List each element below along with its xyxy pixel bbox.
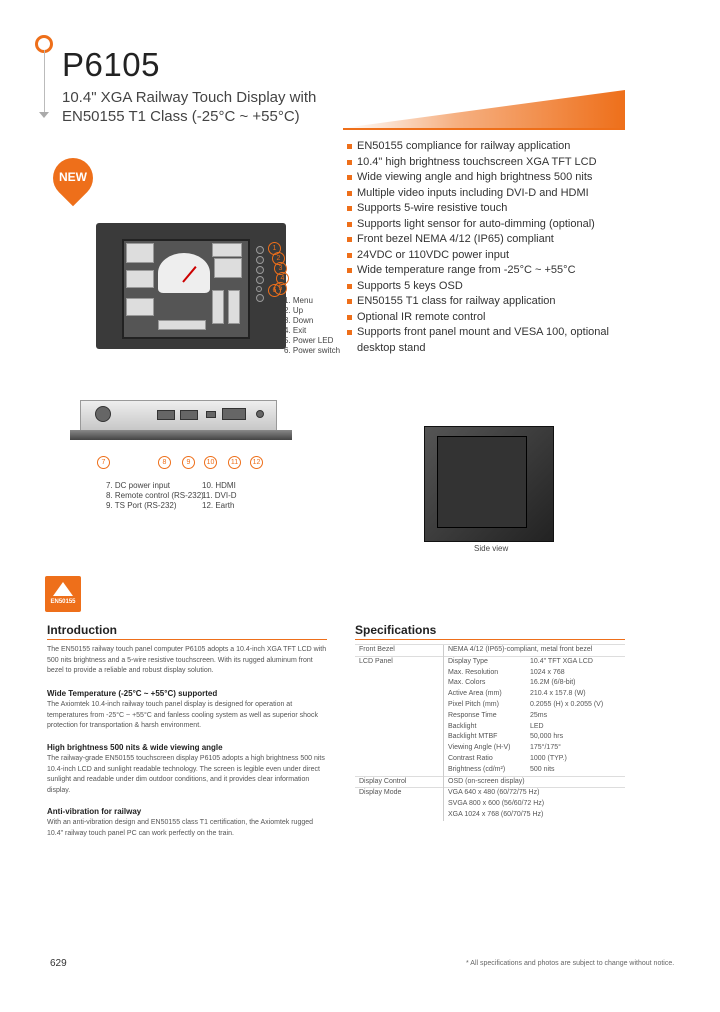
power-led-icon [256,286,262,292]
legend-item: 4. Exit [284,326,307,335]
spec-group: LCD Panel [355,656,444,667]
feature-item: Supports 5 keys OSD [347,279,609,295]
intro-heading: High brightness 500 nits & wide viewing angle [47,743,223,752]
spec-value: 25ms [530,711,548,719]
screen-widget [212,243,242,257]
front-legend [284,296,340,356]
spec-table [355,644,625,821]
screen-widget [158,320,206,330]
device-side-screen [437,436,527,528]
header-accent [343,90,625,128]
legend-item: 6. Power switch [284,346,341,355]
spec-row [355,743,625,754]
callout-5: 5 [274,282,287,295]
side-view-caption: Side view [474,544,509,553]
dvi-port-icon [222,408,246,420]
page-subtitle [62,88,316,126]
spec-value: 16.2M (6/8-bit) [530,679,576,687]
legend-item: 2. Up [284,306,304,315]
callout-7: 7 [97,456,110,469]
spec-value: 175°/175° [530,744,561,752]
spec-key: Contrast Ratio [444,754,527,765]
spec-group: Front Bezel [355,645,444,657]
callout-10: 10 [204,456,217,469]
spec-value: 50,000 hrs [530,733,564,741]
spec-value: 0.2055 (H) x 0.2055 (V) [530,700,604,708]
legend-item: 10. HDMI [202,481,236,490]
spec-row [355,678,625,689]
intro-paragraph: With an anti-vibration design and EN50155 class T1 certification, the Axiomtek rugged 10.4" railway touch panel PC can work perfectly on the train. [47,819,314,837]
exit-key-icon [256,276,264,284]
feature-item: Multiple video inputs including DVI-D and HDMI [347,186,609,202]
spec-group [355,732,444,743]
spec-group [355,711,444,722]
legend-item: 3. Down [284,316,314,325]
feature-item: Wide temperature range from -25°C ~ +55°C [347,263,609,279]
hdmi-port-icon [206,411,216,418]
spec-row [355,754,625,765]
subtitle-line-1: 10.4" XGA Railway Touch Display with [62,89,317,106]
spec-group [355,754,444,765]
intro-heading: Anti-vibration for railway [47,807,142,816]
spec-group: Display Mode [355,788,444,799]
spec-key: Pixel Pitch (mm) [444,700,527,711]
spec-group [355,799,444,810]
spec-key: Response Time [444,711,527,722]
callout-12: 12 [250,456,263,469]
spec-group: Display Control [355,776,444,788]
legend-item: 1. Menu [284,296,313,305]
screen-widget [214,258,242,278]
spec-row [355,810,625,821]
intro-rule [47,639,327,640]
spec-group [355,743,444,754]
spec-row [355,656,625,667]
feature-item: Supports light sensor for auto-dimming (optional) [347,217,609,233]
intro-heading: Wide Temperature (-25°C ~ +55°C) supported [47,689,218,698]
screen-widget [126,298,154,316]
feature-item: 24VDC or 110VDC power input [347,248,609,264]
up-key-icon [256,256,264,264]
spec-value: 1024 x 768 [530,668,565,676]
device-rear-base [70,430,292,440]
feature-item: Optional IR remote control [347,310,609,326]
spec-row [355,788,625,799]
legend-item: 12. Earth [202,501,235,510]
spec-value: VGA 640 x 480 (60/72/75 Hz) [444,788,626,799]
spec-value: XGA 1024 x 768 (60/70/75 Hz) [444,810,626,821]
railway-track-icon [53,582,73,596]
com-port-icon [180,410,198,420]
en50155-badge-label: EN50155 [50,599,76,605]
spec-key: Backlight MTBF [444,732,527,743]
page-title: P6105 [62,46,160,83]
screen-widget [212,290,224,324]
legend-item: 8. Remote control (RS-232) [106,491,204,500]
title-marker-line [44,50,45,115]
feature-item: EN50155 compliance for railway application [347,139,609,155]
callout-11: 11 [228,456,241,469]
spec-group [355,689,444,700]
down-arrow-icon [39,112,49,118]
spec-row [355,645,625,657]
rear-legend-right [202,481,237,511]
spec-value: 500 nits [530,765,555,773]
spec-key: Display Type [444,656,527,667]
spec-row [355,765,625,776]
spec-row [355,776,625,788]
earth-screw-icon [256,410,264,418]
spec-row [355,732,625,743]
speed-gauge-icon [158,253,210,293]
menu-key-icon [256,246,264,254]
feature-item: Supports 5-wire resistive touch [347,201,609,217]
legend-item: 7. DC power input [106,481,171,490]
feature-item: Supports front panel mount and VESA 100, optional [347,325,609,341]
feature-item: EN50155 T1 class for railway application [347,294,609,310]
spec-value: OSD (on-screen display) [444,776,626,788]
screen-widget [126,270,154,288]
specs-title: Specifications [355,623,437,637]
feature-item-continued: desktop stand [357,341,426,354]
callout-6: 6 [268,284,281,297]
page-number: 629 [50,958,67,969]
spec-row [355,722,625,733]
header-rule [343,128,625,130]
spec-row [355,700,625,711]
spec-row [355,711,625,722]
legend-item: 5. Power LED [284,336,334,345]
legend-item: 11. DVI-D [202,491,237,500]
spec-row [355,689,625,700]
footnote: * All specifications and photos are subject to change without notice. [466,960,675,967]
spec-group [355,810,444,821]
feature-list [347,139,609,356]
callout-3: 3 [274,262,287,275]
spec-key: Backlight [444,722,527,733]
subtitle-line-2: EN50155 T1 Class (-25°C ~ +55°C) [62,108,300,125]
feature-item: 10.4" high brightness touchscreen XGA TFT LCD [347,155,609,171]
intro-paragraph: The EN50155 railway touch panel computer P6105 adopts a 10.4-inch XGA TFT LCD with 500 nits brightness and a 5-wire resistive touchscreen. With its rugged aluminum front bezel to provide a reliable and robust display solution. [47,646,327,674]
spec-value: 210.4 x 157.8 (W) [530,690,586,698]
callout-8: 8 [158,456,171,469]
spec-key: Max. Resolution [444,668,527,679]
screen-widget [126,243,154,263]
feature-item: Front bezel NEMA 4/12 (IP65) compliant [347,232,609,248]
spec-value: LED [530,722,544,730]
spec-group [355,678,444,689]
spec-key: Brightness (cd/m²) [444,765,527,776]
spec-group [355,668,444,679]
specs-rule [355,639,625,640]
spec-group [355,700,444,711]
spec-row [355,668,625,679]
intro-paragraph: The Axiomtek 10.4-inch railway touch panel display is designed for operation at temperatures from -25°C ~ +55°C and fanless cooling system as well as superior shock protection for transportation & harsh environment. [47,701,318,729]
callout-2: 2 [272,252,285,265]
spec-value: 10.4" TFT XGA LCD [526,656,625,667]
spec-value: SVGA 800 x 600 (56/60/72 Hz) [444,799,626,810]
screen-widget [228,290,240,324]
callout-4: 4 [276,272,289,285]
spec-group [355,765,444,776]
spec-group [355,722,444,733]
legend-item: 9. TS Port (RS-232) [106,501,177,510]
spec-key: Viewing Angle (H-V) [444,743,527,754]
callout-1: 1 [268,242,281,255]
spec-key: Active Area (mm) [444,689,527,700]
intro-title: Introduction [47,623,117,637]
rear-legend-left [106,481,204,511]
spec-value: 1000 (TYP.) [530,754,567,762]
spec-row [355,799,625,810]
dc-input-port-icon [95,406,111,422]
spec-value: NEMA 4/12 (IP65)-compliant, metal front bezel [444,645,626,657]
spec-key: Max. Colors [444,678,527,689]
callout-9: 9 [182,456,195,469]
power-switch-icon [256,294,264,302]
down-key-icon [256,266,264,274]
feature-item: Wide viewing angle and high brightness 500 nits [347,170,609,186]
new-badge-label: NEW [59,170,87,184]
com-port-icon [157,410,175,420]
intro-paragraph: The railway-grade EN50155 touchscreen display P6105 adopts a high brightness 500 nits 10.4-inch LCD and sunlight readable technology. The screen is legible even under direct sunlight and readable under dim outdoor conditions, and it provides clear information display. [47,755,325,794]
